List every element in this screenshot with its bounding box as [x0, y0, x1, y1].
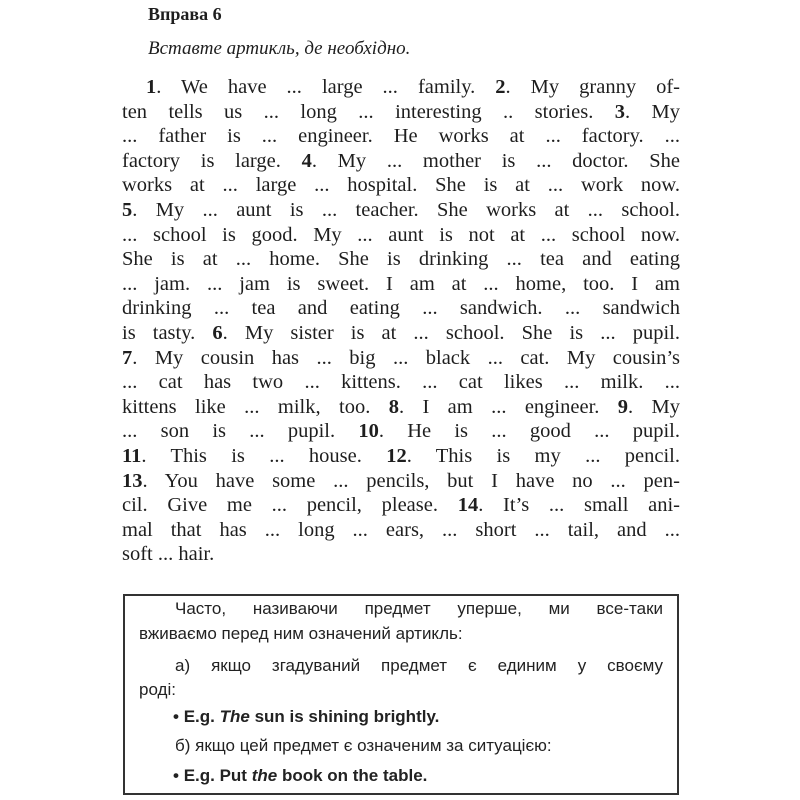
bullet: •: [173, 766, 179, 785]
note-line: вживаємо перед ним означений артикль:: [139, 624, 463, 643]
example-article: The: [219, 707, 250, 726]
item-number: 7: [122, 346, 133, 369]
exercise-title: Вправа 6: [148, 4, 222, 24]
text-line: ten tells us ... long ... interesting .. stories. 3. My: [122, 100, 680, 123]
item-number: 10: [358, 420, 379, 443]
text-line: kittens like ... milk, too. 8. I am ... engineer. 9. My: [122, 395, 681, 418]
exercise-text: [122, 75, 680, 567]
item-number: 5: [122, 198, 133, 221]
item-number: 12: [386, 444, 407, 467]
text-line: works at ... large ... hospital. She is at ... work now.: [122, 174, 680, 197]
text-line: 5. My ... aunt is ... teacher. She works at ... school.: [122, 198, 680, 221]
item-number: 11: [122, 444, 142, 467]
text-line: 1. We have ... large ... family. 2. My granny of-: [146, 76, 680, 98]
grammar-note-box: [123, 594, 679, 795]
text-line: She is at ... home. She is drinking ... tea and eating: [122, 248, 680, 271]
example-prefix: E.g.: [183, 707, 215, 726]
note-rule-b: б) якщо цей предмет є означеним за ситуацією:: [175, 736, 552, 755]
text-line: factory is large. 4. My ... mother is ... doctor. She: [122, 149, 680, 172]
example-2: [139, 766, 663, 786]
text-line: ... jam. ... jam is sweet. I am at ... home, too. I am: [122, 272, 680, 295]
example-text: book on the table.: [281, 766, 428, 785]
text-line: soft ... hair.: [122, 543, 215, 566]
text-line: cil. Give me ... pencil, please. 14. It’s ... small ani-: [122, 494, 680, 517]
text-line: ... cat has two ... kittens. ... cat likes ... milk. ...: [122, 371, 680, 394]
exercise-instruction: Вставте артикль, де необхідно.: [148, 38, 411, 59]
text-line: 13. You have some ... pencils, but I have no ... pen-: [122, 469, 680, 492]
text-line: 7. My cousin has ... big ... black ... cat. My cousin’s: [122, 346, 680, 369]
text-line: mal that has ... long ... ears, ... short ... tail, and ...: [122, 518, 680, 541]
text-line: ... son is ... pupil. 10. He is ... good ... pupil.: [122, 420, 681, 443]
example-prefix: E.g. Put: [183, 766, 247, 785]
item-number: 13: [122, 469, 143, 492]
item-number: 6: [212, 321, 223, 344]
example-text: sun is shining brightly.: [254, 707, 440, 726]
item-number: 2: [495, 76, 506, 98]
item-number: 1: [146, 76, 157, 98]
text-line: 11. This is ... house. 12. This is my ... pencil.: [122, 444, 680, 467]
text-line: ... school is good. My ... aunt is not at ... school now.: [122, 223, 680, 246]
example-1: [139, 707, 663, 727]
note-rule-a-cont: роді:: [139, 680, 176, 699]
bullet: •: [173, 707, 179, 726]
note-rule-a: а) якщо згадуваний предмет є единим у своєму: [175, 656, 663, 675]
item-number: 9: [617, 395, 629, 418]
item-number: 3: [614, 100, 625, 123]
text-line: drinking ... tea and eating ... sandwich. ... sandwich: [122, 297, 680, 320]
item-number: 8: [388, 395, 399, 418]
item-number: 4: [301, 149, 312, 172]
example-article: the: [251, 766, 278, 785]
note-line: Часто, називаючи предмет уперше, ми все-таки: [175, 599, 663, 618]
text-line: is tasty. 6. My sister is at ... school. She is ... pupil.: [122, 321, 680, 344]
item-number: 14: [457, 494, 479, 517]
text-line: ... father is ... engineer. He works at ... factory. ...: [122, 125, 680, 148]
